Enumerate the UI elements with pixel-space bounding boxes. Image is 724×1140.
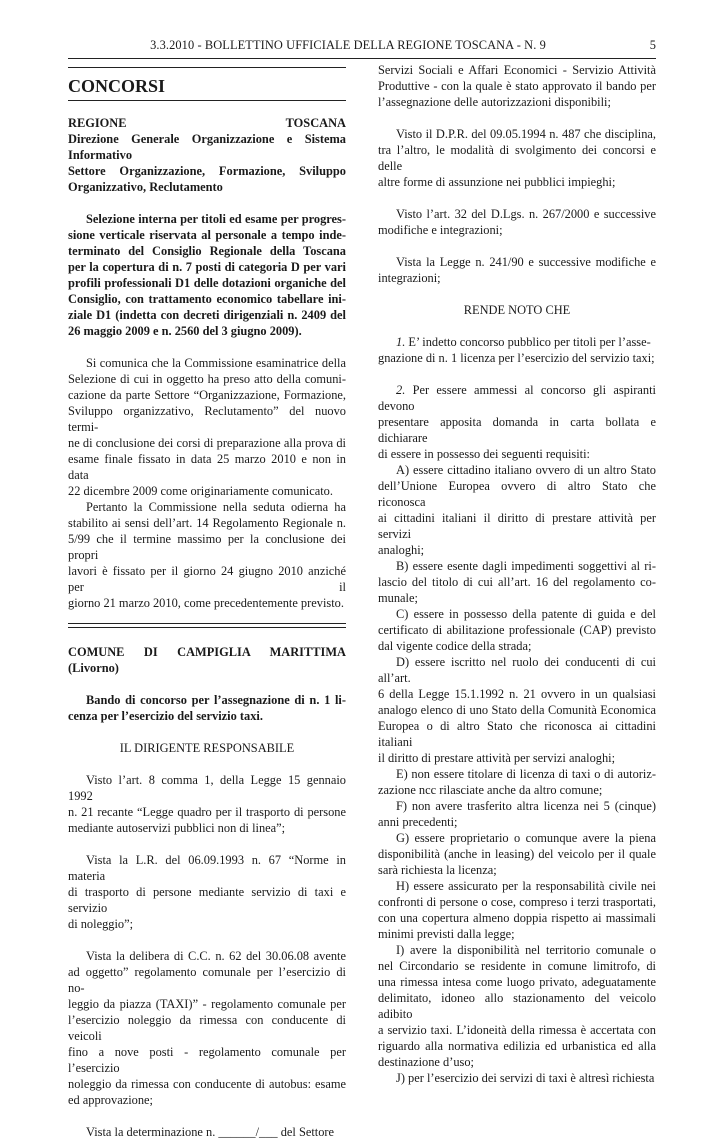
notice2-organization (68, 644, 346, 676)
article-2-number: 2. (396, 383, 406, 397)
text-line: nel Circondario se residente in comune limitrofo, di (378, 959, 656, 973)
notice1-organization (68, 115, 346, 195)
text-line: J) per l’esercizio dei servizi di taxi è altresì richiesta (396, 1071, 655, 1085)
visto-dpr-paragraph (378, 126, 656, 190)
notice1-paragraph-1 (68, 355, 346, 499)
visto-legge-paragraph (68, 772, 346, 836)
text-line: terminato del Consiglio Regionale della Toscana (68, 244, 346, 258)
text-line: A) essere cittadino italiano ovvero di un altro Stato (396, 463, 656, 477)
text-line: minimi previsti dalla legge; (378, 927, 515, 941)
text-line: F) non avere trasferito altra licenza nei 5 (cinque) (396, 799, 656, 813)
text-line: Vista la delibera di C.C. n. 62 del 30.06.08 avente (86, 949, 346, 963)
text-line: cazione da parte Settore “Organizzazione, Formazione, (68, 388, 346, 402)
article-2-line-3: di essere in possesso dei seguenti requisiti: (378, 447, 590, 461)
vista-legge-241-paragraph (378, 254, 656, 286)
continued-paragraph (378, 62, 656, 110)
text-line: Settore Organizzazione, Formazione, Sviluppo (68, 164, 346, 178)
text-line: Direzione Generale Organizzazione e Sistema (68, 132, 346, 146)
text-line: lascio del titolo di cui all’art. 16 del regolamento co- (378, 575, 656, 589)
text-line: con una copertura almeno doppia rispetto ai massimali (378, 911, 656, 925)
text-line: REGIONE TOSCANA (68, 116, 346, 130)
text-line: H) essere assicurato per la responsabilità civile nei (396, 879, 656, 893)
dirigente-heading: IL DIRIGENTE RESPONSABILE (119, 741, 295, 755)
text-line: tra l’altro, le modalità di svolgimento dei concorsi e delle (378, 143, 656, 173)
visto-dlgs-paragraph (378, 206, 656, 238)
page-number: 5 (649, 38, 656, 52)
text-line: per la copertura di n. 7 posti di categoria D per vari (68, 260, 346, 274)
section-rule-top (68, 67, 346, 68)
text-line: l’esercizio noleggio da rimessa con conducente di veicoli (68, 1013, 346, 1043)
text-line: l’assegnazione delle autorizzazioni disponibili; (378, 95, 611, 109)
text-line: Produttive - con la quale è stato approvato il bando per (378, 79, 656, 93)
vista-delibera-paragraph (68, 948, 346, 1108)
header-rule (68, 58, 656, 59)
vista-lr-paragraph (68, 852, 346, 932)
text-line: G) essere proprietario o comunque avere la piena (396, 831, 656, 845)
text-line: Servizi Sociali e Affari Economici - Servizio Attività (378, 63, 656, 77)
text-line: analogo elenco di uno Stato della Comunità Economica (378, 703, 656, 717)
text-line: Vista la L.R. del 06.09.1993 n. 67 “Norme in materia (68, 853, 346, 883)
text-line: riguardo alla normativa edilizia ed urbanistica ed alla (378, 1039, 656, 1053)
text-line: delimitato, idoneo allo stazionamento del veicolo adibito (378, 991, 656, 1021)
text-line: sione verticale riservata al personale a tempo inde- (68, 228, 346, 242)
text-line: Organizzativo, Reclutamento (68, 180, 223, 194)
text-line: Vista la Legge n. 241/90 e successive modifiche e (396, 255, 656, 269)
article-2-line-2: presentare apposita domanda in carta bollata e dichiarare (378, 415, 656, 445)
text-line: il diritto di prestare attività per servizi analoghi; (378, 751, 616, 765)
text-line: ne di conclusione dei corsi di preparazione alla prova di (68, 436, 346, 450)
text-line: ai cittadini italiani il diritto di prestare attività per servizi (378, 511, 656, 541)
text-line: Informativo (68, 148, 133, 162)
text-line: dal vigente codice della strada; (378, 639, 532, 653)
text-line: 26 maggio 2009 e n. 2560 del 3 giugno 2009). (68, 324, 302, 338)
section-title: CONCORSI (68, 76, 166, 96)
article-2-line-1: Per essere ammessi al concorso gli aspiranti devono (378, 383, 656, 413)
text-line: Selezione interna per titoli ed esame per progres- (86, 212, 346, 226)
text-line: COMUNE DI CAMPIGLIA MARITTIMA (68, 645, 346, 659)
article-1-line-1: E’ indetto concorso pubblico per titoli per l’asse- (405, 335, 651, 349)
text-line: giorno 21 marzo 2010, come precedentemente previsto. (68, 596, 344, 610)
article-2 (378, 382, 656, 462)
running-title: 3.3.2010 - BOLLETTINO UFFICIALE DELLA REGIONE TOSCANA - N. 9 (150, 38, 546, 52)
text-line: certificato di abilitazione professionale (CAP) previsto (378, 623, 656, 637)
text-line: profili professionali D1 delle dotazioni organiche del (68, 276, 346, 290)
right-column (378, 62, 656, 1086)
notice1-title (68, 211, 346, 339)
text-line: ed approvazione; (68, 1093, 153, 1107)
notice1-paragraph-2 (68, 499, 346, 611)
text-line: di trasporto di persone mediante servizio di taxi e servizio (68, 885, 346, 915)
text-line: cenza per l’esercizio del servizio taxi. (68, 709, 263, 723)
text-line: leggio da piazza (TAXI)” - regolamento comunale per (68, 997, 346, 1011)
text-line: lavori è fissato per il giorno 24 giugno 2010 anziché per il (68, 564, 346, 594)
article-1-line-2: gnazione di n. 1 licenza per l’esercizio del servizio taxi; (378, 351, 655, 365)
text-line: integrazioni; (378, 271, 441, 285)
notice2-title (68, 692, 346, 724)
text-line: Vista la determinazione n. ______/___ del Settore (86, 1125, 335, 1139)
text-line: 22 dicembre 2009 come originariamente comunicato. (68, 484, 333, 498)
text-line: E) non essere titolare di licenza di taxi o di autoriz- (396, 767, 656, 781)
text-line: esame finale fissato in data 25 marzo 2010 e non in data (68, 452, 346, 482)
text-line: stabilito ai sensi dell’art. 14 Regolamento Regionale n. (68, 516, 346, 530)
text-line: Consiglio, con trattamento economico tabellare ini- (68, 292, 346, 306)
text-line: ziale D1 (indetta con decreti dirigenziali n. 2409 del (68, 308, 346, 322)
text-line: ad oggetto” regolamento comunale per l’esercizio di no- (68, 965, 346, 995)
requirements-list (378, 462, 656, 1086)
text-line: disponibilità (anche in leasing) del veicolo per il quale (378, 847, 656, 861)
text-line: Europea o di altro Stato che riconosca ai cittadini italiani (378, 719, 656, 749)
text-line: Sviluppo organizzativo, Reclutamento” del nuovo termi- (68, 404, 346, 434)
text-line: zazione ncc rilasciate anche da altro comune; (378, 783, 603, 797)
running-header (68, 38, 656, 60)
left-column (68, 62, 346, 1140)
text-line: Pertanto la Commissione nella seduta odierna ha (86, 500, 346, 514)
text-line: Visto l’art. 8 comma 1, della Legge 15 gennaio 1992 (68, 773, 346, 803)
text-line: 6 della Legge 15.1.1992 n. 21 ovvero in un qualsiasi (378, 687, 656, 701)
text-line: C) essere in possesso della patente di guida e del (396, 607, 656, 621)
text-line: Selezione di cui in oggetto ha preso atto della comuni- (68, 372, 346, 386)
text-line: Bando di concorso per l’assegnazione di n. 1 li- (86, 693, 346, 707)
text-line: noleggio da rimessa con conducente di autobus: esame (68, 1077, 346, 1091)
rende-noto-heading: RENDE NOTO CHE (463, 303, 571, 317)
text-line: sarà richiesta la licenza; (378, 863, 497, 877)
text-line: (Livorno) (68, 661, 119, 675)
text-line: destinazione d’uso; (378, 1055, 475, 1069)
text-line: D) essere iscritto nel ruolo dei conducenti di cui all’art. (378, 655, 656, 685)
text-line: analoghi; (378, 543, 425, 557)
text-line: munale; (378, 591, 418, 605)
text-line: di noleggio”; (68, 917, 134, 931)
text-line: I) avere la disponibilità nel territorio comunale o (396, 943, 656, 957)
text-line: a servizio taxi. L’idoneità della rimessa è accertata con (378, 1023, 656, 1037)
text-line: modifiche e integrazioni; (378, 223, 503, 237)
text-line: n. 21 recante “Legge quadro per il trasporto di persone (68, 805, 346, 819)
text-line: una rimessa intesa come luogo privato, adeguatamente (378, 975, 656, 989)
text-line: Visto l’art. 32 del D.Lgs. n. 267/2000 e successive (396, 207, 656, 221)
text-line: confronti di persone o cose, compreso i terzi trasportati, (378, 895, 656, 909)
text-line: altre forme di assunzione nei pubblici impieghi; (378, 175, 616, 189)
text-line: dell’Unione Europea ovvero di altro Stato che riconosca (378, 479, 656, 509)
text-line: mediante autoservizi pubblici non di linea”; (68, 821, 286, 835)
text-line: Si comunica che la Commissione esaminatrice della (86, 356, 346, 370)
article-1 (378, 334, 656, 366)
article-1-number: 1. (396, 335, 406, 349)
text-line: anni precedenti; (378, 815, 458, 829)
text-line: Visto il D.P.R. del 09.05.1994 n. 487 che disciplina, (396, 127, 656, 141)
text-line: fino a nove posti - regolamento comunale per l’esercizio (68, 1045, 346, 1075)
text-line: B) essere esente dagli impedimenti soggettivi al ri- (396, 559, 656, 573)
vista-determinazione-paragraph (68, 1124, 346, 1140)
text-line: 5/99 che il termine massimo per la conclusione dei propri (68, 532, 346, 562)
